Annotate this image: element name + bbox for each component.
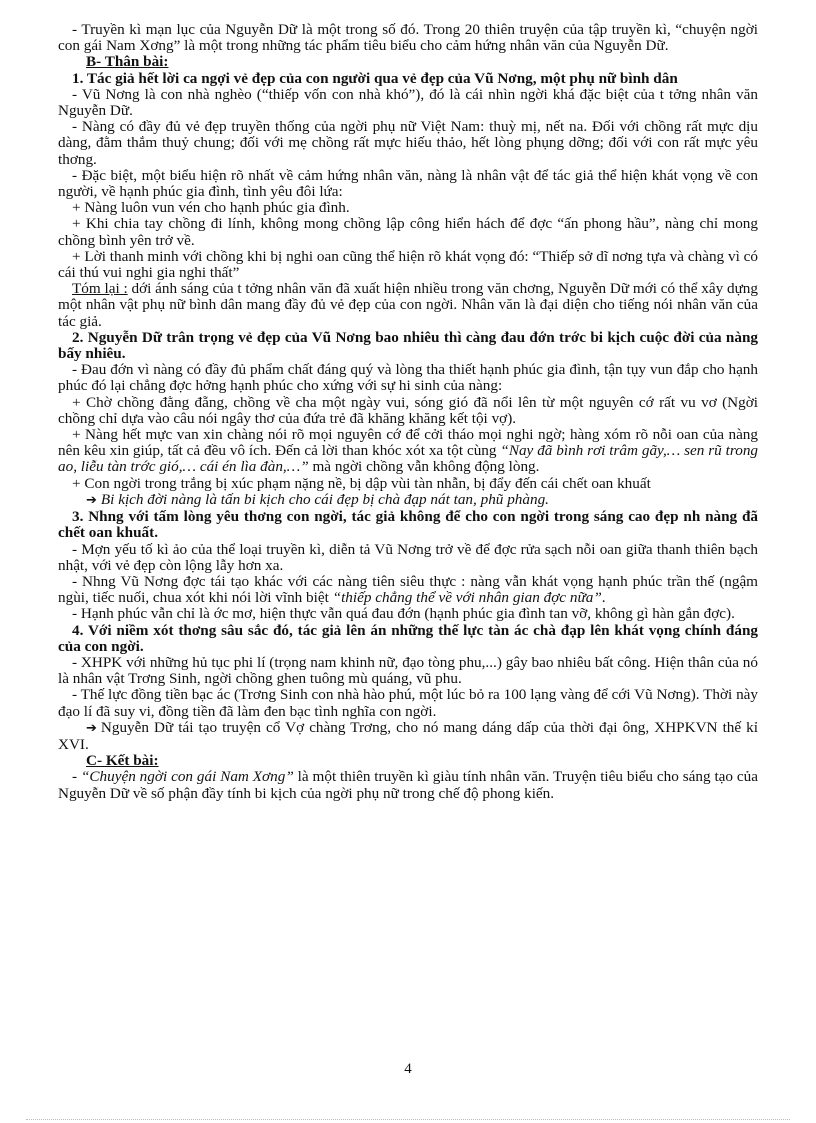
quote-italic: “Nay đã bình rơi trâm gãy,… sen rũ trong ao, liễu tàn trớc gió,… cái én lìa đàn,…” (58, 442, 759, 476)
page-bottom-divider (26, 1119, 790, 1120)
summary-text: dới ánh sáng của t tởng nhân văn đã xuất hiện nhiều trong văn chơng, Nguyễn Dữ mới có thể xây dựng một nhân vật phụ nữ bình dân mang đầy đủ vẻ đẹp của con ngời. Nhân văn là đại diện cho tiếng nói nhân văn của tác giả. (58, 280, 758, 330)
paragraph: - Đau đớn vì nàng có đầy đủ phẩm chất đáng quý và lòng tha thiết hạnh phúc gia đình, tận tụy vun đắp cho hạnh phúc đó lại chẳng đợc hởng hạnh phúc cho xứng với sự hi sinh của nàng: (58, 361, 758, 395)
conclusion-paragraph (58, 769, 758, 801)
text-run: . (601, 589, 606, 607)
text-run: mà ngời chồng vẫn không động lòng. (308, 458, 540, 476)
arrow-text: Bi kịch đời nàng là tấn bi kịch cho cái đẹp bị chà đạp nát tan, phũ phàng. (100, 490, 549, 508)
paragraph: - Vũ Nơng là con nhà nghèo (“thiếp vốn con nhà khó”), đó là cái nhìn ngời khá đặc biệt của t tởng nhân văn Nguyễn Dữ. (58, 85, 758, 120)
paragraph: - Thế lực đồng tiền bạc ác (Trơng Sinh con nhà hào phú, một lúc bỏ ra 100 lạng vàng để cới Vũ Nơng). Thời này đạo lí đã suy vi, đồng tiền đã làm đen bạc tình nghĩa con ngời. (58, 686, 758, 720)
summary-label: Tóm lại : (72, 280, 128, 298)
paragraph: - XHPK với những hủ tục phi lí (trọng nam khinh nữ, đạo tòng phu,...) gây bao nhiêu bất công. Hiện thân của nó là nhân vật Trơng Sinh, ngời chồng ghen tuông mù quáng, vũ phu. (58, 653, 758, 688)
text-run: - (72, 768, 81, 786)
arrow-text: Nguyễn Dữ tái tạo truyện cổ Vợ chàng Trơng, cho nó mang dáng dấp của thời đại ông, XHPKVN thế kỉ XVI. (58, 718, 758, 753)
subheading-1: 1. Tác giả hết lời ca ngợi vẻ đẹp của con người qua vẻ đẹp của Vũ Nơng, một phụ nữ bình dân (72, 69, 678, 87)
quote-italic: “thiếp chẳng thể về với nhân gian đợc nữa” (332, 589, 602, 607)
paragraph: - Đặc biệt, một biểu hiện rõ nhất về cảm hứng nhân văn, nàng là nhân vật để tác giả thể hiện khát vọng về con người, về hạnh phúc gia đình, tình yêu đôi lứa: (58, 166, 758, 201)
section-heading-body: B- Thân bài: (86, 53, 169, 71)
text-run: - Nhng Vũ Nơng đợc tái tạo khác với các nàng tiên siêu thực : nàng vẫn khát vọng hạnh phúc trần thế (ngậm ngùi, tiếc nuối, chua xót khi nói lời vĩnh biệt (58, 572, 758, 607)
bullet-item (58, 427, 758, 476)
summary-paragraph (58, 281, 758, 330)
bullet-item: + Con ngời trong trắng bị xúc phạm nặng nề, bị dập vùi tàn nhẫn, bị đẩy đến cái chết oan khuất (72, 474, 651, 492)
page-number: 4 (404, 1061, 412, 1077)
paragraph: - Nàng có đầy đủ vẻ đẹp truyền thống của ngời phụ nữ Việt Nam: thuỳ mị, nết na. Đối với chồng rất mực dịu dàng, đằm thắm thuỷ chung; đối với mẹ chồng rất mực hiếu thảo, hết lòng phụng dỡng; đối với con rất mực yêu thơng. (58, 118, 758, 168)
subheading-2: 2. Nguyễn Dữ trân trọng vẻ đẹp của Vũ Nơng bao nhiêu thì càng đau đớn trớc bi kịch cuộc đời của nàng bấy nhiêu. (58, 328, 758, 363)
intro-paragraph: - Truyền kì mạn lục của Nguyễn Dữ là một trong số đó. Trong 20 thiên truyện của tập truyền kì, “chuyện ngời con gái Nam Xơng” là một trong những tác phẩm tiêu biểu cho cảm hứng nhân văn của Nguyễn Dữ. (58, 21, 758, 55)
story-title-italic: “Chuyện ngời con gái Nam Xơng” (80, 768, 294, 786)
bullet-item: + Khi chia tay chồng đi lính, không mong chồng lập công hiển hách để đợc “ấn phong hầu”, nàng chỉ mong chồng bình yên trở về. (58, 215, 758, 249)
text-run: là một thiên truyền kì giàu tính nhân văn. Truyện tiêu biểu cho sáng tạo của Nguyễn Dữ về số phận đầy tính bi kịch của ngời phụ nữ trong chế độ phong kiến. (58, 768, 758, 802)
bullet-item: + Chờ chồng đằng đẵng, chồng về cha một ngày vui, sóng gió đã nổi lên từ một nguyên cớ rất vu vơ (Ngời chồng chỉ dựa vào câu nói ngây thơ của đứa trẻ đã khăng khăng kết tội vợ). (58, 393, 758, 427)
paragraph: - Mợn yếu tố kì ảo của thể loại truyền kì, diễn tả Vũ Nơng trở về để đợc rửa sạch nỗi oan giữa thanh thiên bạch nhật, với vẻ đẹp còn lộng lẫy hơn xa. (58, 540, 758, 574)
paragraph: - Hạnh phúc vẫn chỉ là ớc mơ, hiện thực vẫn quá đau đớn (hạnh phúc gia đình tan vỡ, không gì hàn gắn đợc). (72, 605, 735, 623)
conclusion-arrow-line (58, 492, 758, 509)
subheading-4: 4. Với niềm xót thơng sâu sắc đó, tác giả lên án những thế lực tàn ác chà đạp lên khát vọng chính đáng của con ngời. (58, 621, 758, 655)
arrow-right-icon: ➔ (86, 720, 97, 736)
paragraph (58, 574, 758, 606)
text-run: + Nàng hết mực van xin chàng nói rõ mọi nguyên cớ để cởi tháo mọi nghi ngờ; hàng xóm rõ nỗi oan của nàng nên kêu xin giúp, tất cả đều vô ích. Đến cả lời than khóc xót xa tột cùng (58, 426, 758, 460)
document-page (58, 22, 758, 802)
bullet-item: + Lời thanh minh với chồng khi bị nghi oan cũng thể hiện rõ khát vọng đó: “Thiếp sở dĩ nơng tựa và chàng vì có cái thú vui nghi gia nghi thất” (58, 247, 758, 282)
arrow-right-icon: ➔ (86, 492, 97, 508)
conclusion-arrow-line (58, 720, 758, 753)
subheading-3: 3. Nhng với tấm lòng yêu thơng con ngời, tác giả không để cho con ngời trong sáng cao đẹp nh nàng đã chết oan khuất. (58, 508, 758, 542)
section-heading-conclusion: C- Kết bài: (86, 752, 159, 770)
bullet-item: + Nàng luôn vun vén cho hạnh phúc gia đình. (72, 199, 350, 217)
